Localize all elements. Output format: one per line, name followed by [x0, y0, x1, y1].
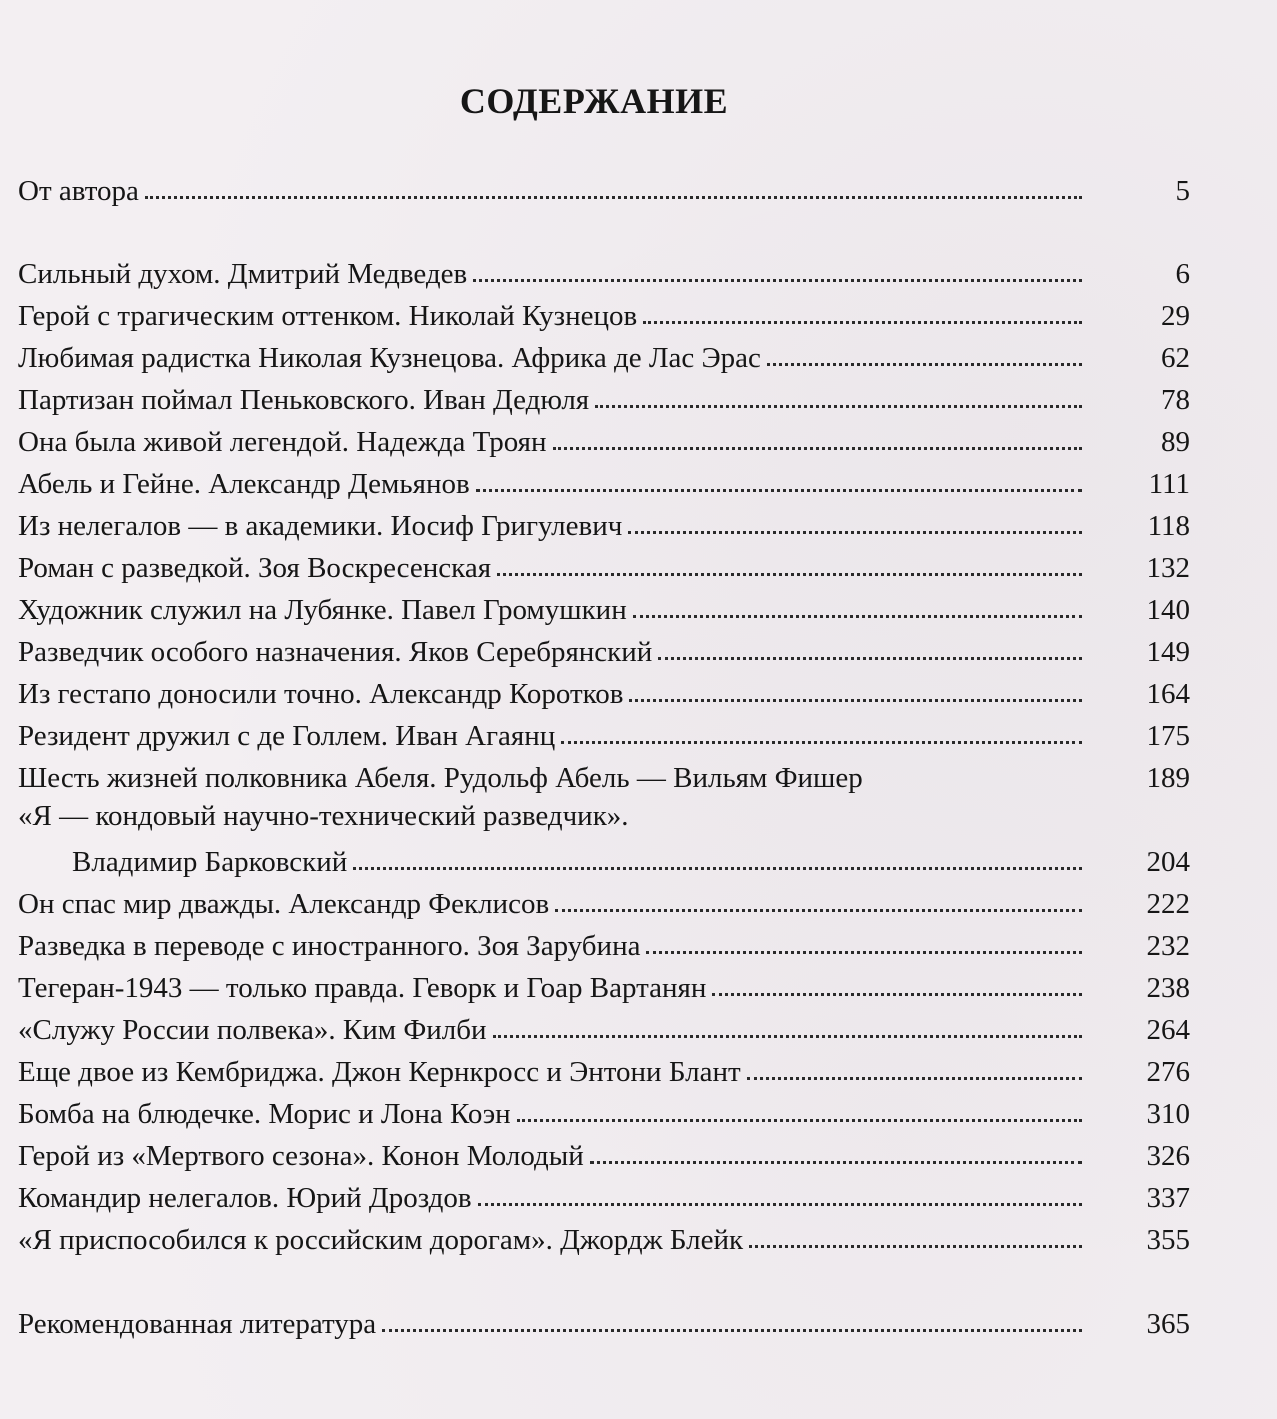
dot-leader	[145, 196, 1082, 199]
toc-entry-title: Резидент дружил с де Голлем. Иван Агаянц	[18, 720, 556, 752]
toc-entry-title: Разведка в переводе с иностранного. Зоя Зарубина	[18, 930, 641, 962]
toc-entry-title: Тегеран-1943 — только правда. Геворк и Гоар Вартанян	[18, 972, 707, 1004]
toc-entry	[18, 504, 1190, 544]
toc-entry	[18, 672, 1190, 712]
toc-entry-page: 175	[1146, 720, 1190, 752]
toc-entry-page: 264	[1146, 1014, 1190, 1046]
toc-entry-title: Рекомендованная литература	[18, 1308, 377, 1340]
toc-entry-title: Командир нелегалов. Юрий Дроздов	[18, 1182, 472, 1214]
toc-entry-page: 6	[1175, 258, 1190, 290]
toc-entry-page: 78	[1161, 384, 1190, 416]
toc-entry-page: 118	[1147, 510, 1190, 542]
toc-entry-title: Герой с трагическим оттенком. Николай Кузнецов	[18, 300, 638, 332]
dot-leader	[473, 279, 1082, 282]
toc-entry	[18, 462, 1190, 502]
toc-entry	[18, 1302, 1190, 1342]
toc-entry-page: 222	[1146, 888, 1190, 920]
toc-entry-title: Еще двое из Кембриджа. Джон Кернкросс и Энтони Блант	[18, 1056, 741, 1088]
toc-entry-title: Из гестапо доносили точно. Александр Коротков	[18, 678, 624, 710]
dot-leader	[747, 1077, 1082, 1080]
toc-entry-title: Абель и Гейне. Александр Демьянов	[18, 468, 470, 500]
dot-leader	[478, 1203, 1082, 1206]
toc-entry	[18, 1050, 1190, 1090]
dot-leader	[658, 657, 1082, 660]
toc-entry-title: «Служу России полвека». Ким Филби	[18, 1014, 487, 1046]
toc-entry-title: Герой из «Мертвого сезона». Конон Молодый	[18, 1140, 584, 1172]
toc-entry	[18, 169, 1190, 209]
toc-entry	[18, 882, 1190, 922]
toc-entry-page: 149	[1146, 636, 1190, 668]
dot-leader	[561, 741, 1082, 744]
toc-entry	[18, 1218, 1190, 1258]
toc-entry-page: 62	[1161, 342, 1190, 374]
toc-entry-page: 132	[1146, 552, 1190, 584]
toc-entry-page: 232	[1146, 930, 1190, 962]
dot-leader	[629, 699, 1082, 702]
toc-entry	[18, 546, 1190, 586]
dot-leader	[628, 531, 1082, 534]
toc-entry	[18, 924, 1190, 964]
toc-entry	[18, 294, 1190, 334]
toc-entry	[18, 336, 1190, 376]
dot-leader	[553, 447, 1082, 450]
toc-entry	[18, 756, 1190, 796]
toc-entry-title: «Я — кондовый научно-технический разведчик».	[18, 800, 629, 832]
toc-entry-title: Он спас мир дважды. Александр Феклисов	[18, 888, 550, 920]
toc-entry-page: 365	[1146, 1308, 1190, 1340]
toc-entry-title: Роман с разведкой. Зоя Воскресенская	[18, 552, 492, 584]
toc-entry-title: Владимир Барковский	[72, 846, 348, 878]
dot-leader	[517, 1119, 1082, 1122]
toc-entry	[18, 1176, 1190, 1216]
dot-leader	[493, 1035, 1082, 1038]
dot-leader	[555, 909, 1082, 912]
toc-entry	[18, 420, 1190, 460]
toc-entry-page: 89	[1161, 426, 1190, 458]
toc-entry-page: 204	[1146, 846, 1190, 878]
dot-leader	[633, 615, 1082, 618]
toc-entry-line	[18, 798, 1190, 838]
dot-leader	[749, 1245, 1082, 1248]
toc-entry-title: Шесть жизней полковника Абеля. Рудольф Абель — Вильям Фишер	[18, 762, 863, 794]
dot-leader	[382, 1329, 1082, 1332]
toc-entry-title: Бомба на блюдечке. Морис и Лона Коэн	[18, 1098, 511, 1130]
toc-entry	[18, 252, 1190, 292]
toc-entry-page: 111	[1148, 468, 1190, 500]
toc-entry	[18, 1134, 1190, 1174]
toc-entry-title: Партизан поймал Пеньковского. Иван Дедюля	[18, 384, 590, 416]
toc-entry-page: 337	[1146, 1182, 1190, 1214]
toc-entry-page: 189	[1146, 762, 1190, 794]
toc-entry	[18, 966, 1190, 1006]
toc-entry-page: 164	[1146, 678, 1190, 710]
toc-entry-title: «Я приспособился к российским дорогам». Джордж Блейк	[18, 1224, 744, 1256]
toc-entry	[18, 588, 1190, 628]
toc-entry-title: Разведчик особого назначения. Яков Серебрянский	[18, 636, 653, 668]
dot-leader	[590, 1161, 1082, 1164]
dot-leader	[869, 783, 1082, 786]
toc-entry-page: 238	[1146, 972, 1190, 1004]
toc-entry-title: Сильный духом. Дмитрий Медведев	[18, 258, 468, 290]
toc-entry	[18, 840, 1190, 880]
toc-entry-title: Художник служил на Лубянке. Павел Громушкин	[18, 594, 627, 626]
dot-leader	[646, 951, 1082, 954]
toc-entry-page: 140	[1146, 594, 1190, 626]
toc-entry-title: Она была живой легендой. Надежда Троян	[18, 426, 547, 458]
toc-entry-title: Из нелегалов — в академики. Иосиф Григулевич	[18, 510, 623, 542]
toc-entry-page: 310	[1146, 1098, 1190, 1130]
toc-entry-page: 29	[1161, 300, 1190, 332]
toc-entry-title: Любимая радистка Николая Кузнецова. Африка де Лас Эрас	[18, 342, 761, 374]
toc-entry	[18, 1008, 1190, 1048]
toc-entry-title: От автора	[18, 175, 139, 207]
toc-entry	[18, 378, 1190, 418]
toc-entry	[18, 714, 1190, 754]
toc-entry	[18, 630, 1190, 670]
dot-leader	[353, 867, 1082, 870]
dot-leader	[497, 573, 1082, 576]
page-title: СОДЕРЖАНИЕ	[459, 81, 729, 121]
toc-entry-page: 276	[1146, 1056, 1190, 1088]
dot-leader	[767, 363, 1082, 366]
toc-entry	[18, 1092, 1190, 1132]
toc-entry-page: 5	[1175, 175, 1190, 207]
toc-entry-page: 355	[1146, 1224, 1190, 1256]
dot-leader	[476, 489, 1082, 492]
dot-leader	[643, 321, 1082, 324]
dot-leader	[712, 993, 1082, 996]
toc-entry-page: 326	[1146, 1140, 1190, 1172]
dot-leader	[595, 405, 1082, 408]
